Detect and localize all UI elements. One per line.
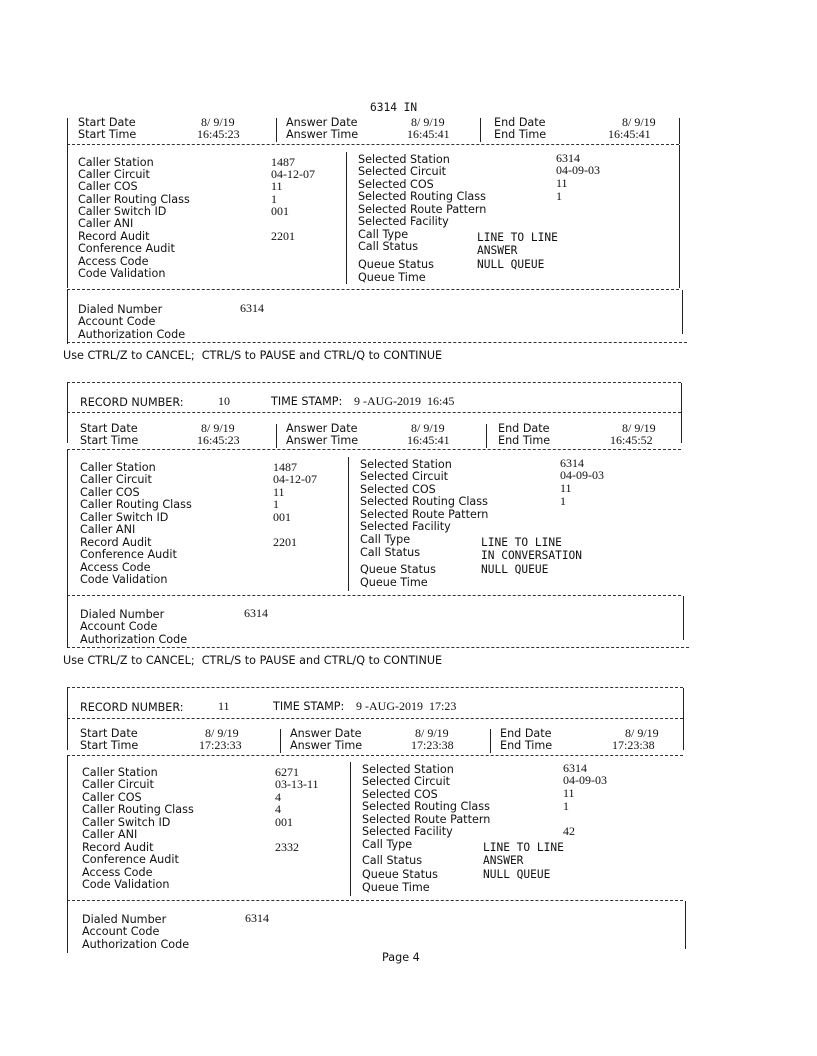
record-number-value: 10 <box>218 394 230 408</box>
time-stamp-label: TIME STAMP: <box>271 395 343 408</box>
queue-time-label: Queue Time <box>358 271 426 284</box>
selected-facility-value: 42 <box>563 824 575 838</box>
answer-time-label: Answer Time <box>286 128 359 141</box>
answer-date-label: Answer Date <box>290 727 362 740</box>
call-status-value: IN CONVERSATION <box>481 549 583 562</box>
caller-ani-label: Caller ANI <box>80 523 136 536</box>
caller-circuit-label: Caller Circuit <box>78 168 150 181</box>
caller-station-label: Caller Station <box>82 766 158 779</box>
account-code-label: Account Code <box>78 315 156 328</box>
start-date-value: 8/ 9/19 <box>205 726 239 740</box>
queue-time-label: Queue Time <box>360 576 428 589</box>
start-time-value: 16:45:23 <box>197 433 240 447</box>
selected-routing-class-value: 1 <box>560 494 566 508</box>
caller-routing-class-label: Caller Routing Class <box>80 498 192 511</box>
selected-station-label: Selected Station <box>362 763 454 776</box>
start-date-label: Start Date <box>78 116 136 129</box>
answer-date-value: 8/ 9/19 <box>411 421 445 435</box>
selected-cos-value: 11 <box>560 481 572 495</box>
caller-station-value: 1487 <box>273 460 297 474</box>
caller-circuit-value: 04-12-07 <box>271 167 315 181</box>
caller-circuit-value: 04-12-07 <box>273 472 317 486</box>
access-code-label: Access Code <box>82 866 153 879</box>
answer-time-label: Answer Time <box>290 739 363 752</box>
start-time-value: 16:45:23 <box>197 127 240 141</box>
end-date-label: End Date <box>500 727 552 740</box>
end-date-value: 8/ 9/19 <box>622 421 656 435</box>
caller-circuit-label: Caller Circuit <box>80 473 152 486</box>
queue-status-label: Queue Status <box>362 868 438 881</box>
dialed-number-label: Dialed Number <box>80 608 165 621</box>
selected-route-pattern-label: Selected Route Pattern <box>360 508 489 521</box>
queue-time-label: Queue Time <box>362 881 430 894</box>
access-code-label: Access Code <box>78 255 149 268</box>
selected-routing-class-value: 1 <box>563 799 569 813</box>
answer-date-label: Answer Date <box>286 422 358 435</box>
account-code-label: Account Code <box>80 620 158 633</box>
end-time-label: End Time <box>500 739 553 752</box>
dialed-number-value: 6314 <box>240 301 264 315</box>
time-stamp-value: 9 -AUG-2019 17:23 <box>356 699 457 713</box>
queue-status-label: Queue Status <box>358 258 434 271</box>
selected-cos-label: Selected COS <box>362 788 438 801</box>
selected-routing-class-label: Selected Routing Class <box>360 495 488 508</box>
page-number: Page 4 <box>382 951 420 964</box>
call-type-value: LINE TO LINE <box>483 841 564 854</box>
start-date-value: 8/ 9/19 <box>201 115 235 129</box>
caller-routing-class-label: Caller Routing Class <box>82 803 194 816</box>
caller-station-value: 1487 <box>271 155 295 169</box>
caller-switch-id-label: Caller Switch ID <box>82 816 171 829</box>
caller-routing-class-label: Caller Routing Class <box>78 193 190 206</box>
dialed-number-label: Dialed Number <box>78 303 163 316</box>
selected-routing-class-value: 1 <box>556 189 562 203</box>
end-date-label: End Date <box>498 422 550 435</box>
record-audit-label: Record Audit <box>80 536 152 549</box>
call-status-label: Call Status <box>358 240 419 253</box>
call-status-value: ANSWER <box>477 244 518 257</box>
conference-audit-label: Conference Audit <box>80 548 177 561</box>
selected-station-label: Selected Station <box>358 153 450 166</box>
answer-time-value: 16:45:41 <box>407 433 450 447</box>
caller-circuit-label: Caller Circuit <box>82 778 154 791</box>
record-audit-label: Record Audit <box>82 841 154 854</box>
time-stamp-label: TIME STAMP: <box>273 700 345 713</box>
code-validation-label: Code Validation <box>78 267 166 280</box>
selected-routing-class-label: Selected Routing Class <box>358 190 486 203</box>
call-type-value: LINE TO LINE <box>481 536 562 549</box>
selected-cos-label: Selected COS <box>360 483 436 496</box>
caller-station-label: Caller Station <box>78 156 154 169</box>
caller-station-label: Caller Station <box>80 461 156 474</box>
selected-routing-class-label: Selected Routing Class <box>362 800 490 813</box>
selected-station-value: 6314 <box>563 761 587 775</box>
answer-time-value: 17:23:38 <box>411 738 454 752</box>
selected-facility-label: Selected Facility <box>360 520 451 533</box>
answer-date-label: Answer Date <box>286 116 358 129</box>
record-number-label: RECORD NUMBER: <box>80 701 184 714</box>
selected-circuit-value: 04-09-03 <box>563 773 607 787</box>
selected-cos-value: 11 <box>563 786 575 800</box>
call-status-label: Call Status <box>360 546 421 559</box>
caller-switch-id-value: 001 <box>275 815 293 829</box>
start-time-label: Start Time <box>80 434 139 447</box>
caller-switch-id-value: 001 <box>273 510 291 524</box>
caller-cos-value: 11 <box>271 179 283 193</box>
end-time-label: End Time <box>498 434 551 447</box>
selected-facility-label: Selected Facility <box>358 215 449 228</box>
end-date-label: End Date <box>494 116 546 129</box>
selected-facility-label: Selected Facility <box>362 825 453 838</box>
caller-cos-value: 11 <box>273 485 285 499</box>
caller-switch-id-label: Caller Switch ID <box>78 205 167 218</box>
selected-cos-value: 11 <box>556 176 568 190</box>
page-header: 6314 IN <box>370 101 418 114</box>
record-audit-value: 2201 <box>273 535 297 549</box>
end-time-value: 16:45:52 <box>610 433 653 447</box>
caller-routing-class-value: 4 <box>275 802 281 816</box>
selected-station-value: 6314 <box>556 151 580 165</box>
answer-date-value: 8/ 9/19 <box>411 115 445 129</box>
answer-date-value: 8/ 9/19 <box>415 726 449 740</box>
call-type-label: Call Type <box>358 228 409 241</box>
access-code-label: Access Code <box>80 561 151 574</box>
record-audit-value: 2201 <box>271 229 295 243</box>
call-type-label: Call Type <box>360 533 411 546</box>
record-number-value: 11 <box>218 699 230 713</box>
dialed-number-label: Dialed Number <box>82 913 167 926</box>
end-date-value: 8/ 9/19 <box>625 726 659 740</box>
selected-circuit-value: 04-09-03 <box>556 163 600 177</box>
caller-cos-value: 4 <box>275 790 281 804</box>
selected-circuit-label: Selected Circuit <box>362 775 451 788</box>
code-validation-label: Code Validation <box>82 878 170 891</box>
code-validation-label: Code Validation <box>80 573 168 586</box>
caller-switch-id-label: Caller Switch ID <box>80 511 169 524</box>
selected-route-pattern-label: Selected Route Pattern <box>358 203 487 216</box>
queue-status-value: NULL QUEUE <box>483 868 551 881</box>
caller-cos-label: Caller COS <box>80 486 140 499</box>
authorization-code-label: Authorization Code <box>80 633 188 646</box>
start-date-label: Start Date <box>80 422 138 435</box>
start-time-label: Start Time <box>78 128 137 141</box>
caller-switch-id-value: 001 <box>271 204 289 218</box>
end-time-label: End Time <box>494 128 547 141</box>
call-type-label: Call Type <box>362 838 413 851</box>
start-time-value: 17:23:33 <box>199 738 242 752</box>
dialed-number-value: 6314 <box>245 911 269 925</box>
selected-station-label: Selected Station <box>360 458 452 471</box>
caller-station-value: 6271 <box>275 765 299 779</box>
call-status-label: Call Status <box>362 854 423 867</box>
record-number-label: RECORD NUMBER: <box>80 396 184 409</box>
caller-routing-class-value: 1 <box>271 192 277 206</box>
caller-cos-label: Caller COS <box>82 791 142 804</box>
caller-ani-label: Caller ANI <box>78 217 134 230</box>
authorization-code-label: Authorization Code <box>82 938 190 951</box>
conference-audit-label: Conference Audit <box>82 853 179 866</box>
end-date-value: 8/ 9/19 <box>622 115 656 129</box>
answer-time-label: Answer Time <box>286 434 359 447</box>
selected-circuit-label: Selected Circuit <box>358 165 447 178</box>
end-time-value: 17:23:38 <box>612 738 655 752</box>
answer-time-value: 16:45:41 <box>407 127 450 141</box>
call-status-value: ANSWER <box>483 854 524 867</box>
time-stamp-value: 9 -AUG-2019 16:45 <box>354 394 455 408</box>
selected-circuit-label: Selected Circuit <box>360 470 449 483</box>
queue-status-value: NULL QUEUE <box>481 563 549 576</box>
start-date-label: Start Date <box>80 727 138 740</box>
queue-status-value: NULL QUEUE <box>477 258 545 271</box>
caller-cos-label: Caller COS <box>78 180 138 193</box>
selected-circuit-value: 04-09-03 <box>560 468 604 482</box>
selected-route-pattern-label: Selected Route Pattern <box>362 813 491 826</box>
start-date-value: 8/ 9/19 <box>201 421 235 435</box>
record-audit-value: 2332 <box>275 840 299 854</box>
call-type-value: LINE TO LINE <box>477 231 558 244</box>
cancel-instruction: Use CTRL/Z to CANCEL; CTRL/S to PAUSE and CTRL/Q to CONTINUE <box>63 349 443 362</box>
caller-routing-class-value: 1 <box>273 497 279 511</box>
queue-status-label: Queue Status <box>360 563 436 576</box>
selected-cos-label: Selected COS <box>358 178 434 191</box>
caller-ani-label: Caller ANI <box>82 828 138 841</box>
authorization-code-label: Authorization Code <box>78 328 186 341</box>
start-time-label: Start Time <box>80 739 139 752</box>
account-code-label: Account Code <box>82 925 160 938</box>
selected-station-value: 6314 <box>560 456 584 470</box>
caller-circuit-value: 03-13-11 <box>275 777 319 791</box>
conference-audit-label: Conference Audit <box>78 242 175 255</box>
dialed-number-value: 6314 <box>244 606 268 620</box>
record-audit-label: Record Audit <box>78 230 150 243</box>
cancel-instruction: Use CTRL/Z to CANCEL; CTRL/S to PAUSE and CTRL/Q to CONTINUE <box>63 654 443 667</box>
end-time-value: 16:45:41 <box>608 127 651 141</box>
